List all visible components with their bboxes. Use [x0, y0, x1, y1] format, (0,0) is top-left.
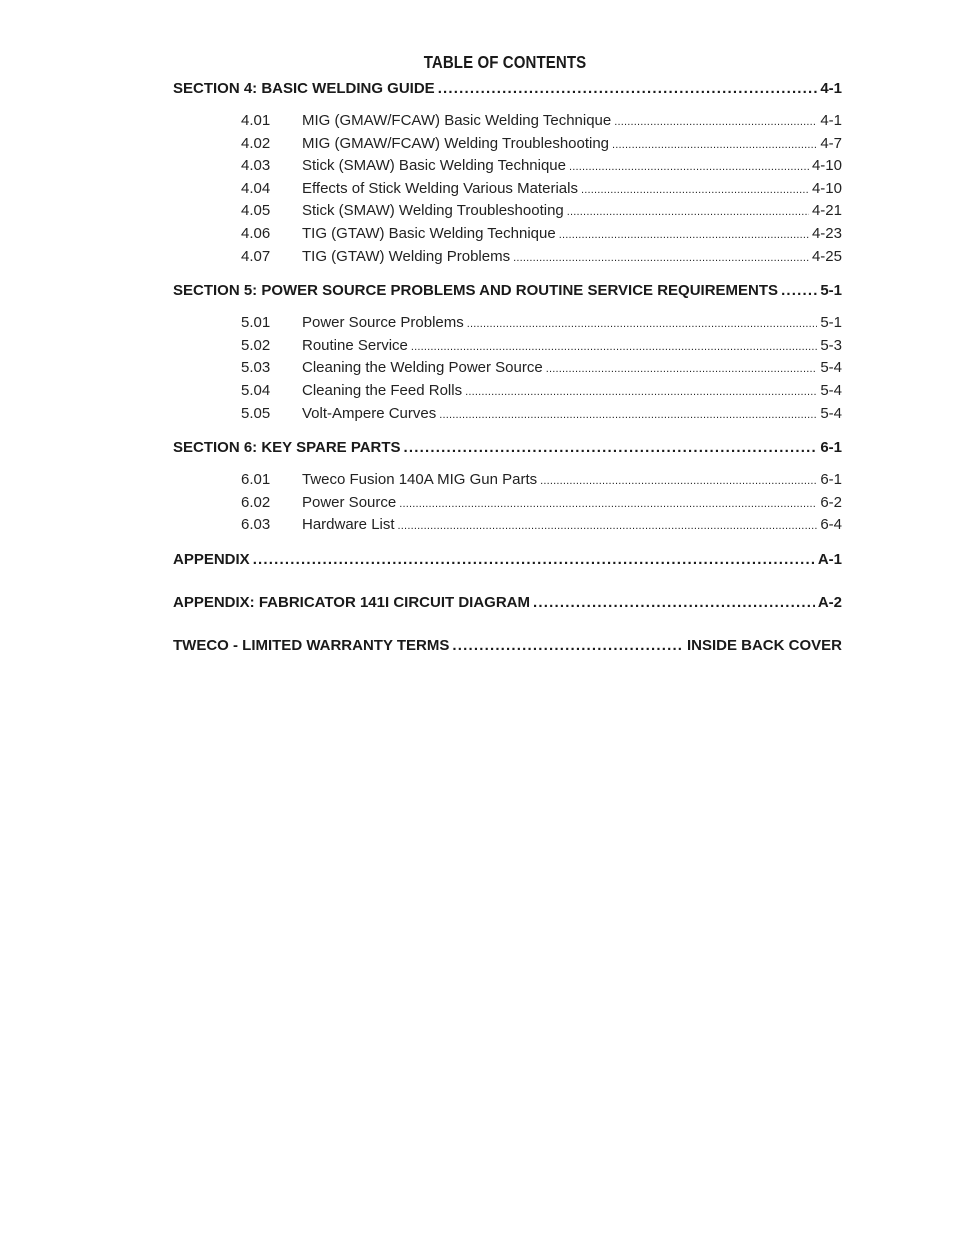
- entry-number: 4.03: [241, 157, 271, 175]
- leader-dots: [533, 592, 815, 614]
- leader-dots: [399, 492, 817, 515]
- toc-entry[interactable]: [173, 403, 842, 426]
- leader-dots: [253, 549, 815, 571]
- leader-dots: [404, 437, 818, 459]
- entry-page: 4-10: [811, 179, 842, 197]
- entry-label: MIG (GMAW/FCAW) Welding Troubleshooting: [302, 134, 610, 152]
- table-of-contents: [173, 78, 842, 657]
- leader-dots: [569, 155, 809, 178]
- entry-number: 5.02: [241, 336, 271, 354]
- entry-number: 4.06: [241, 224, 271, 242]
- entry-page: 6-4: [820, 516, 842, 534]
- entry-page: 4-1: [820, 112, 842, 129]
- entry-page: 5-4: [820, 381, 842, 399]
- section-title: SECTION 4: BASIC WELDING GUIDE: [173, 80, 435, 97]
- toc-entry[interactable]: [173, 380, 842, 403]
- section-title: SECTION 6: KEY SPARE PARTS: [173, 439, 401, 457]
- toc-entry[interactable]: [173, 335, 842, 358]
- entry-label: Power Source Problems: [302, 314, 464, 332]
- leader-dots: [612, 133, 817, 156]
- toc-entry[interactable]: [173, 246, 842, 269]
- toc-entry[interactable]: [173, 223, 842, 246]
- entry-label: Hardware List: [302, 516, 395, 534]
- leader-dots: [513, 246, 809, 269]
- entry-page: 5-3: [820, 336, 842, 354]
- entry-page: 6-2: [820, 493, 842, 511]
- entry-page: 5-4: [820, 404, 842, 422]
- entry-label: Stick (SMAW) Basic Welding Technique: [302, 157, 566, 175]
- entry-page: 4-23: [811, 224, 842, 242]
- entry-number: 5.04: [241, 381, 271, 399]
- toc-entry[interactable]: [173, 469, 842, 492]
- entry-label: Tweco Fusion 140A MIG Gun Parts: [302, 471, 538, 489]
- entry-number: 6.01: [241, 471, 271, 489]
- entry-number: 4.04: [241, 179, 271, 197]
- entry-label: TIG (GTAW) Welding Problems: [302, 247, 511, 265]
- entry-page: 4-21: [811, 202, 842, 220]
- toc-entry[interactable]: [173, 200, 842, 223]
- toc-appendix[interactable]: [173, 549, 842, 571]
- toc-entry[interactable]: [173, 514, 842, 537]
- section-page: 6-1: [820, 439, 842, 457]
- entry-label: Effects of Stick Welding Various Materials: [302, 179, 578, 197]
- section-page: 5-1: [820, 282, 842, 300]
- entry-number: 4.01: [241, 112, 271, 129]
- entry-number: 5.05: [241, 404, 271, 422]
- entry-number: 4.02: [241, 134, 271, 152]
- entry-label: Power Source: [302, 493, 397, 511]
- toc-entry[interactable]: [173, 110, 842, 133]
- toc-entry[interactable]: [173, 178, 842, 201]
- leader-dots: [614, 110, 817, 133]
- toc-entry[interactable]: [173, 133, 842, 156]
- section-title: SECTION 5: POWER SOURCE PROBLEMS AND ROUTINE SERVICE REQUIREMENTS: [173, 282, 779, 300]
- leader-dots: [398, 514, 818, 537]
- entry-number: 4.07: [241, 247, 271, 265]
- entry-number: 6.03: [241, 516, 271, 534]
- toc-title: TABLE OF CONTENTS: [423, 52, 587, 72]
- toc-section-5[interactable]: [173, 280, 842, 302]
- leader-dots: [439, 403, 817, 426]
- section-page: INSIDE BACK COVER: [686, 636, 842, 654]
- leader-dots: [467, 312, 818, 335]
- entry-label: TIG (GTAW) Basic Welding Technique: [302, 224, 556, 242]
- entry-page: 6-1: [820, 471, 842, 489]
- leader-dots: [452, 635, 684, 657]
- entry-number: 6.02: [241, 493, 271, 511]
- entry-number: 4.05: [241, 202, 271, 220]
- leader-dots: [559, 223, 809, 246]
- toc-section-6[interactable]: [173, 437, 842, 459]
- entry-label: Stick (SMAW) Welding Troubleshooting: [302, 202, 564, 220]
- section-title: TWECO - LIMITED WARRANTY TERMS: [173, 636, 450, 654]
- entry-page: 4-25: [811, 247, 842, 265]
- leader-dots: [540, 469, 817, 492]
- section-page: A-2: [817, 593, 842, 611]
- entry-number: 5.03: [241, 359, 271, 377]
- toc-entry[interactable]: [173, 357, 842, 380]
- entry-label: Cleaning the Feed Rolls: [302, 381, 463, 399]
- toc-section-4[interactable]: [173, 78, 842, 100]
- entry-label: Cleaning the Welding Power Source: [302, 359, 543, 377]
- entry-page: 5-1: [820, 314, 842, 332]
- leader-dots: [581, 178, 809, 201]
- leader-dots: [411, 335, 817, 358]
- entry-page: 4-10: [811, 157, 842, 175]
- section-page: 4-1: [820, 80, 842, 97]
- entry-label: MIG (GMAW/FCAW) Basic Welding Technique: [302, 112, 612, 129]
- section-title: APPENDIX: [173, 550, 250, 568]
- leader-dots: [781, 280, 817, 302]
- entry-label: Volt-Ampere Curves: [302, 404, 437, 422]
- entry-label: Routine Service: [302, 336, 408, 354]
- leader-dots: [567, 200, 809, 223]
- toc-entry[interactable]: [173, 155, 842, 178]
- leader-dots: [465, 380, 817, 403]
- entry-page: 5-4: [820, 359, 842, 377]
- entry-page: 4-7: [820, 134, 842, 152]
- toc-appendix-circuit-diagram[interactable]: [173, 592, 842, 614]
- leader-dots: [438, 78, 818, 100]
- toc-entry[interactable]: [173, 492, 842, 515]
- section-page: A-1: [817, 550, 842, 568]
- section-title: APPENDIX: FABRICATOR 141I CIRCUIT DIAGRAM: [173, 593, 530, 611]
- toc-entry[interactable]: [173, 312, 842, 335]
- leader-dots: [546, 357, 818, 380]
- toc-warranty[interactable]: [173, 635, 842, 657]
- entry-number: 5.01: [241, 314, 271, 332]
